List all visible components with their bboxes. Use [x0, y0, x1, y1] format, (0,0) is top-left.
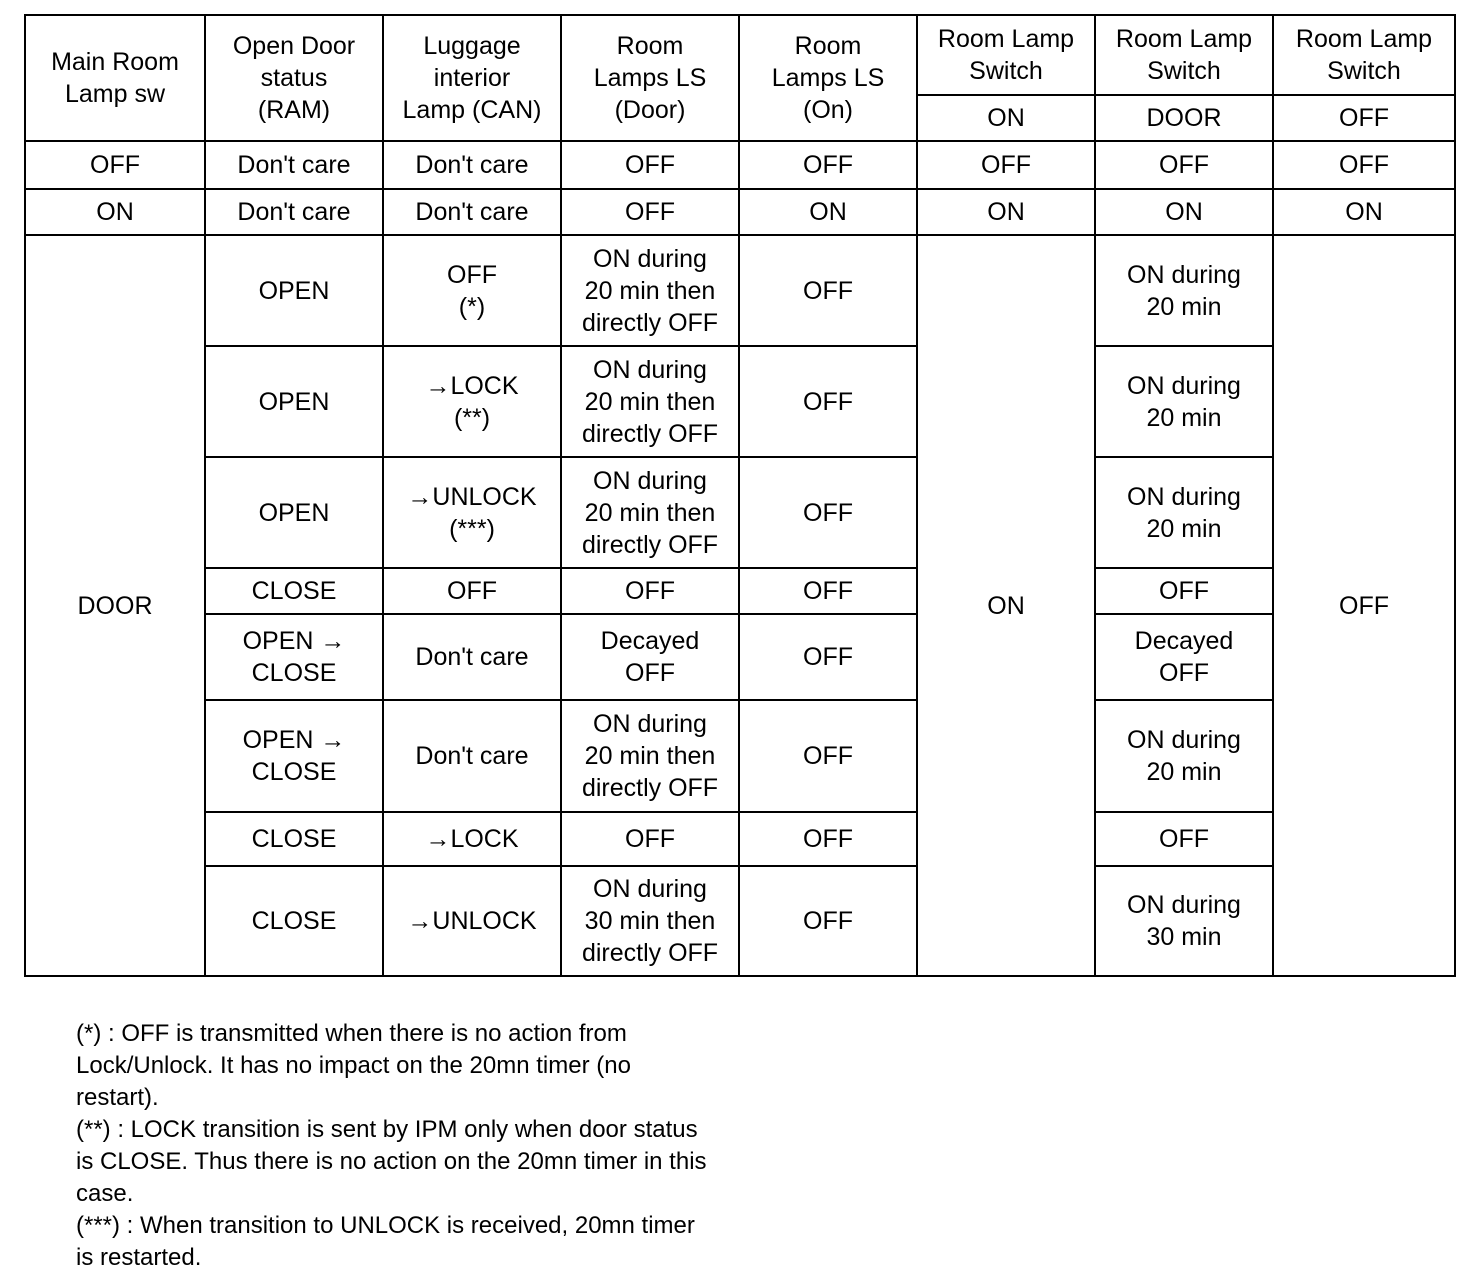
- cell: Don't care: [383, 189, 561, 235]
- cell: OFF: [917, 141, 1095, 189]
- header-main-room-lamp-sw: Main Room Lamp sw: [25, 15, 205, 141]
- table-row: [25, 568, 1455, 614]
- cell-ls-door: ON during 20 min then directly OFF: [561, 700, 739, 812]
- cell: ON: [917, 189, 1095, 235]
- cell-door-status: OPEN: [205, 346, 383, 457]
- cell: Don't care: [205, 141, 383, 189]
- cell: ON: [1095, 189, 1273, 235]
- cell-switch-door: ON during 20 min: [1095, 700, 1273, 812]
- table-row: [25, 614, 1455, 700]
- cell: OFF: [561, 141, 739, 189]
- cell: OFF: [561, 189, 739, 235]
- switch-position-off: OFF: [1273, 95, 1455, 141]
- table-row: [25, 346, 1455, 457]
- cell-switch-door: ON during 30 min: [1095, 866, 1273, 976]
- cell-switch-door: OFF: [1095, 568, 1273, 614]
- switch-position-door: DOOR: [1095, 95, 1273, 141]
- cell-door-status: OPEN → CLOSE: [205, 700, 383, 812]
- cell-ls-on: OFF: [739, 568, 917, 614]
- table-row: [25, 700, 1455, 812]
- cell: OFF: [1095, 141, 1273, 189]
- footnote-single-star: (*) : OFF is transmitted when there is no action from Lock/Unlock. It has no impact on the 20mn timer (no restart).: [76, 1020, 631, 1111]
- cell-switch-door: ON during 20 min: [1095, 457, 1273, 568]
- cell-ls-on: OFF: [739, 235, 917, 346]
- cell-luggage: →UNLOCK (***): [383, 457, 561, 568]
- cell-ls-door: ON during 20 min then directly OFF: [561, 457, 739, 568]
- footnote-triple-star: (***) : When transition to UNLOCK is received, 20mn timer is restarted.: [76, 1212, 695, 1271]
- cell-switch-door: Decayed OFF: [1095, 614, 1273, 700]
- cell-door-status: CLOSE: [205, 866, 383, 976]
- cell-switch-door: ON during 20 min: [1095, 346, 1273, 457]
- cell-ls-door: ON during 30 min then directly OFF: [561, 866, 739, 976]
- table-row: [25, 457, 1455, 568]
- cell-door-status: CLOSE: [205, 568, 383, 614]
- header-luggage-interior: Luggage interior Lamp (CAN): [383, 15, 561, 141]
- door-group-main: DOOR: [25, 235, 205, 976]
- cell-ls-on: OFF: [739, 700, 917, 812]
- cell-switch-door: OFF: [1095, 812, 1273, 866]
- cell-ls-door: Decayed OFF: [561, 614, 739, 700]
- cell-door-status: CLOSE: [205, 812, 383, 866]
- table-row-on: [25, 189, 1455, 235]
- switch-position-on: ON: [917, 95, 1095, 141]
- cell: ON: [1273, 189, 1455, 235]
- footnotes: [76, 1018, 716, 1274]
- header-room-lamp-switch: Room Lamp Switch: [1095, 15, 1273, 95]
- cell-luggage: →LOCK: [383, 812, 561, 866]
- cell-ls-door: OFF: [561, 568, 739, 614]
- footnote-double-star: (**) : LOCK transition is sent by IPM only when door status is CLOSE. Thus there is no action on the 20mn timer in this case.: [76, 1116, 707, 1207]
- cell: OFF: [739, 141, 917, 189]
- cell-luggage: →LOCK (**): [383, 346, 561, 457]
- cell-ls-door: OFF: [561, 812, 739, 866]
- cell-luggage: OFF: [383, 568, 561, 614]
- cell-door-status: OPEN: [205, 457, 383, 568]
- cell-ls-on: OFF: [739, 866, 917, 976]
- cell: ON: [739, 189, 917, 235]
- cell-door-status: OPEN → CLOSE: [205, 614, 383, 700]
- cell: Don't care: [383, 141, 561, 189]
- header-room-lamp-switch: Room Lamp Switch: [917, 15, 1095, 95]
- cell-ls-on: OFF: [739, 457, 917, 568]
- cell-ls-door: ON during 20 min then directly OFF: [561, 346, 739, 457]
- header-room-lamps-ls-door: Room Lamps LS (Door): [561, 15, 739, 141]
- cell-luggage: →UNLOCK: [383, 866, 561, 976]
- header-room-lamps-ls-on: Room Lamps LS (On): [739, 15, 917, 141]
- cell: ON: [25, 189, 205, 235]
- table-row-off: [25, 141, 1455, 189]
- cell-switch-door: ON during 20 min: [1095, 235, 1273, 346]
- cell: OFF: [1273, 141, 1455, 189]
- door-group-switch-on: ON: [917, 235, 1095, 976]
- cell-luggage: OFF (*): [383, 235, 561, 346]
- cell-luggage: Don't care: [383, 614, 561, 700]
- door-group-switch-off: OFF: [1273, 235, 1455, 976]
- room-lamp-table: [24, 14, 1456, 977]
- table-row: [25, 866, 1455, 976]
- header-open-door-status: Open Door status (RAM): [205, 15, 383, 141]
- header-room-lamp-switch: Room Lamp Switch: [1273, 15, 1455, 95]
- cell-ls-on: OFF: [739, 614, 917, 700]
- cell-door-status: OPEN: [205, 235, 383, 346]
- cell-ls-on: OFF: [739, 346, 917, 457]
- cell-ls-on: OFF: [739, 812, 917, 866]
- table-row: [25, 812, 1455, 866]
- cell: Don't care: [205, 189, 383, 235]
- cell: OFF: [25, 141, 205, 189]
- cell-luggage: Don't care: [383, 700, 561, 812]
- table-row: [25, 235, 1455, 346]
- cell-ls-door: ON during 20 min then directly OFF: [561, 235, 739, 346]
